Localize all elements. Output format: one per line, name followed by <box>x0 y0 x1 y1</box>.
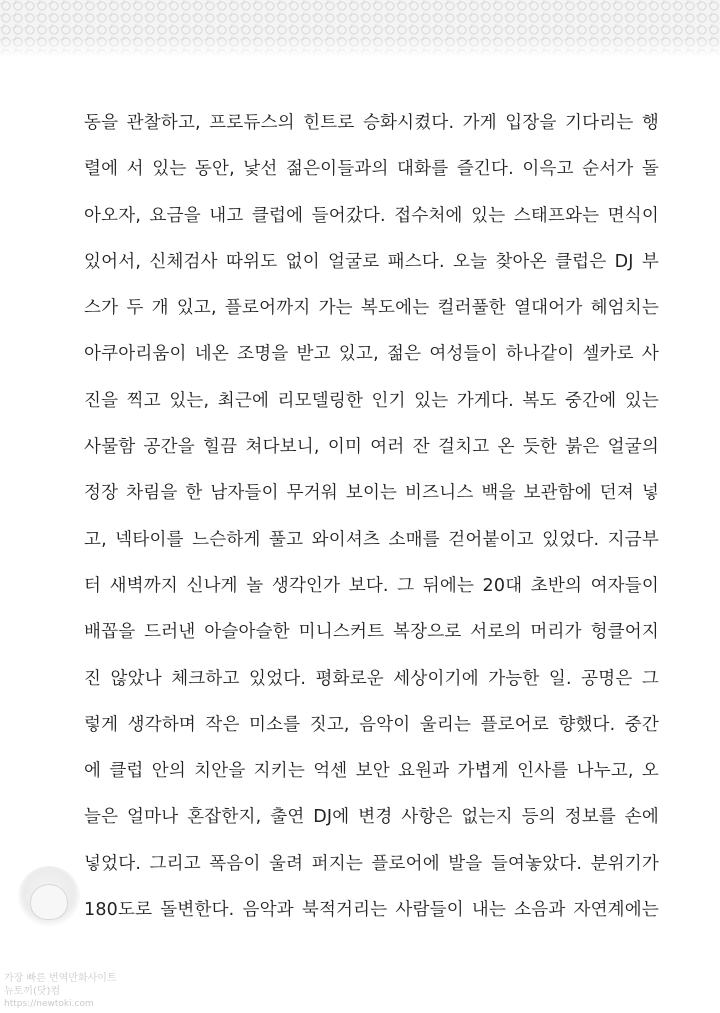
text-line: 아쿠아리움이 네온 조명을 받고 있고, 젊은 여성들이 하나같이 셀카로 사 <box>84 344 659 365</box>
text-line: 렇게 생각하며 작은 미소를 짓고, 음악이 울리는 플로어로 향했다. 중간 <box>84 714 659 735</box>
text-line: 배꼽을 드러낸 아슬아슬한 미니스커트 복장으로 서로의 머리가 헝클어지 <box>84 622 659 643</box>
watermark-face-icon <box>30 884 68 920</box>
text-line: 렬에 서 있는 동안, 낯선 젊은이들과의 대화를 즐긴다. 이윽고 순서가 돌 <box>84 159 659 180</box>
text-line: 에 클럽 안의 치안을 지키는 억센 보안 요원과 가볍게 인사를 나누고, 오 <box>84 761 659 782</box>
text-line: 아오자, 요금을 내고 클럽에 들어갔다. 접수처에 있는 스태프와는 면식이 <box>84 205 659 226</box>
watermark-url: https://newtoki.com <box>4 999 94 1009</box>
text-line: 진을 찍고 있는, 최근에 리모델링한 인기 있는 가게다. 복도 중간에 있는 <box>84 390 659 411</box>
text-line: 넣었다. 그리고 폭음이 울려 퍼지는 플로어에 발을 들여놓았다. 분위기가 <box>84 853 659 874</box>
top-border-fade <box>0 38 720 58</box>
text-line: 진 않았나 체크하고 있었다. 평화로운 세상이기에 가능한 일. 공명은 그 <box>84 668 659 689</box>
watermark-text: 뉴토끼(닷)컴 <box>4 986 61 997</box>
page-body-text <box>84 100 659 933</box>
text-line: 고, 넥타이를 느슨하게 풀고 와이셔츠 소매를 걷어붙이고 있었다. 지금부 <box>84 529 659 550</box>
text-line: 동을 관찰하고, 프로듀스의 힌트로 승화시켰다. 가게 입장을 기다리는 행 <box>84 113 659 133</box>
watermark-text: 가장 빠른 번역만화사이트 <box>4 973 117 984</box>
text-line: 터 새벽까지 신나게 놀 생각인가 보다. 그 뒤에는 20대 초반의 여자들이 <box>84 575 659 596</box>
site-watermark <box>0 866 117 1013</box>
text-line: 스가 두 개 있고, 플로어까지 가는 복도에는 컬러풀한 열대어가 헤엄치는 <box>84 298 659 319</box>
text-line: 있어서, 신체검사 따위도 없이 얼굴로 패스다. 오늘 찾아온 클럽은 DJ 부 <box>84 251 659 272</box>
text-line: 늘은 얼마나 혼잡한지, 출연 DJ에 변경 사항은 없는지 등의 정보를 손에 <box>84 807 659 828</box>
text-line: 180도로 돌변한다. 음악과 북적거리는 사람들이 내는 소음과 자연계에는 <box>84 900 659 921</box>
text-line: 정장 차림을 한 남자들이 무거워 보이는 비즈니스 백을 보관함에 던져 넣 <box>84 483 659 504</box>
text-line: 사물함 공간을 힐끔 쳐다보니, 이미 여러 잔 걸치고 온 듯한 붉은 얼굴의 <box>84 437 659 458</box>
